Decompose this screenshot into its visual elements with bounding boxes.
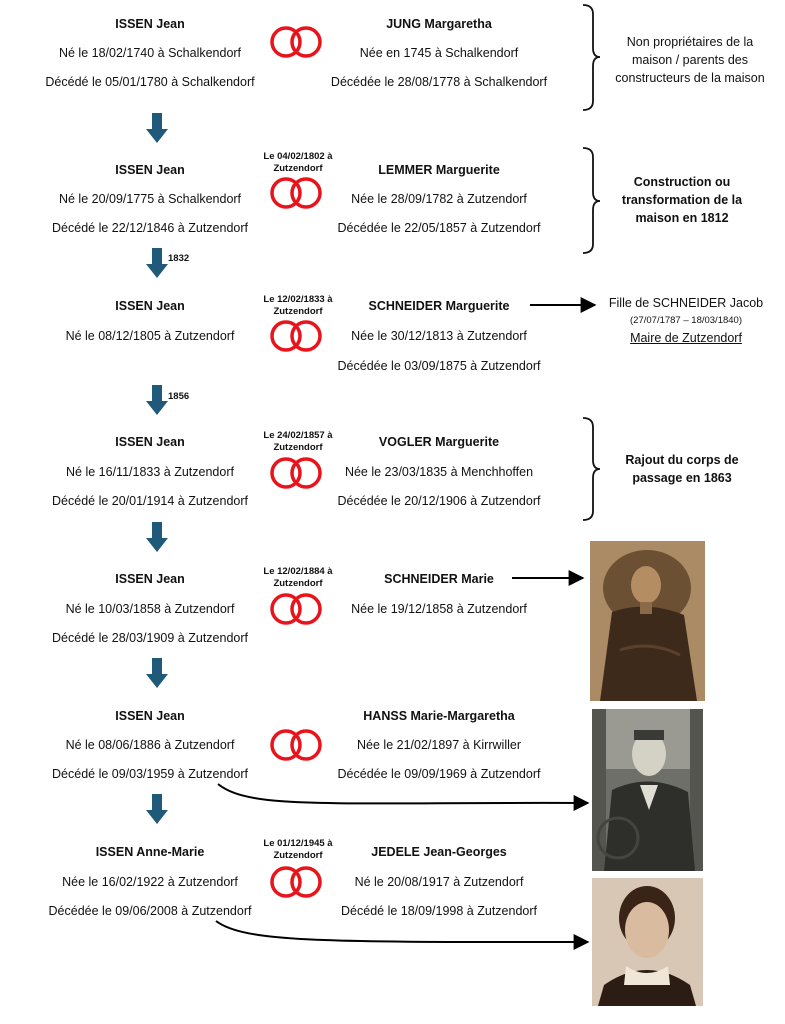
spouse-death: Décédée le 20/12/1906 à Zutzendorf (337, 494, 541, 508)
wedding-rings-icon (272, 28, 320, 56)
down-arrow-icon (146, 248, 168, 278)
wedding-rings-icon (272, 595, 320, 623)
spouse-name: HANSS Marie-Margaretha (363, 709, 515, 723)
portrait-photo-issen-anne-marie (592, 878, 703, 1006)
curved-pointer-arrow (218, 784, 588, 803)
down-arrow-icon (146, 522, 168, 552)
wedding-rings-icon (272, 322, 320, 350)
person-birth: Né le 18/02/1740 à Schalkendorf (58, 46, 242, 60)
person-death: Décédé le 28/03/1909 à Zutzendorf (52, 631, 248, 645)
note-text: Rajout du corps de passage en 1863 (625, 453, 739, 485)
spouse-name: LEMMER Marguerite (378, 163, 500, 177)
down-arrow-icon (146, 794, 168, 824)
spouse-death: Décédée le 03/09/1875 à Zutzendorf (337, 359, 541, 373)
person-death: Décédé le 20/01/1914 à Zutzendorf (52, 494, 248, 508)
marriage-date: Le 04/02/1802 à Zutzendorf (263, 151, 333, 174)
person-birth: Né le 08/06/1886 à Zutzendorf (65, 738, 235, 752)
marriage-date: Le 01/12/1945 à Zutzendorf (263, 838, 333, 861)
arrow-year-label: 1856 (168, 391, 190, 402)
spouse-birth: Née le 30/12/1813 à Zutzendorf (351, 329, 527, 343)
person-name: ISSEN Jean (115, 299, 185, 313)
side-note-line1: Fille de SCHNEIDER Jacob (608, 296, 764, 310)
person-birth: Né le 20/09/1775 à Schalkendorf (58, 192, 242, 206)
spouse-death: Décédé le 18/09/1998 à Zutzendorf (341, 904, 537, 918)
spouse-birth: Née le 19/12/1858 à Zutzendorf (351, 602, 527, 616)
arrow-year-label: 1832 (168, 253, 190, 264)
spouse-name: SCHNEIDER Marie (384, 572, 494, 586)
side-note-dates: (27/07/1787 – 18/03/1840) (630, 315, 742, 326)
marriage-date: Le 12/02/1884 à Zutzendorf (263, 566, 333, 589)
wedding-rings-icon (272, 179, 320, 207)
spouse-birth: Née le 28/09/1782 à Zutzendorf (351, 192, 527, 206)
person-name: ISSEN Jean (115, 435, 185, 449)
person-name: ISSEN Jean (115, 572, 185, 586)
note-text: Non propriétaires de la maison / parents des constructeurs de la maison (615, 35, 765, 85)
marriage-date: Le 12/02/1833 à Zutzendorf (263, 294, 333, 317)
person-death: Décédée le 09/06/2008 à Zutzendorf (48, 904, 252, 918)
person-birth: Né le 10/03/1858 à Zutzendorf (65, 602, 235, 616)
down-arrow-icon (146, 658, 168, 688)
wedding-rings-icon (272, 868, 320, 896)
spouse-death: Décédée le 22/05/1857 à Zutzendorf (337, 221, 541, 235)
spouse-birth: Né le 20/08/1917 à Zutzendorf (354, 875, 524, 889)
person-name: ISSEN Jean (115, 163, 185, 177)
note-text: Construction ou transformation de la maison en 1812 (621, 175, 743, 225)
bracket (583, 418, 600, 520)
wedding-rings-icon (272, 459, 320, 487)
spouse-name: VOGLER Marguerite (378, 435, 500, 449)
person-name: ISSEN Jean (115, 17, 185, 31)
spouse-birth: Née le 23/03/1835 à Menchhoffen (344, 465, 534, 479)
spouse-name: JEDELE Jean-Georges (371, 845, 507, 859)
person-death: Décédé le 05/01/1780 à Schalkendorf (45, 75, 255, 89)
person-death: Décédé le 22/12/1846 à Zutzendorf (52, 221, 248, 235)
portrait-photo-schneider-marie (590, 541, 705, 701)
portrait-photo-issen-jean (592, 709, 703, 871)
down-arrow-icon (146, 113, 168, 143)
spouse-birth: Née le 21/02/1897 à Kirrwiller (357, 738, 521, 752)
person-birth: Né le 16/11/1833 à Zutzendorf (66, 465, 234, 479)
down-arrow-icon (146, 385, 168, 415)
bracket (583, 5, 600, 110)
bracket (583, 148, 600, 253)
marriage-date: Le 24/02/1857 à Zutzendorf (263, 430, 333, 453)
wedding-rings-icon (272, 731, 320, 759)
spouse-name: JUNG Margaretha (386, 17, 492, 31)
spouse-death: Décédée le 28/08/1778 à Schalkendorf (330, 75, 548, 89)
spouse-birth: Née en 1745 à Schalkendorf (359, 46, 519, 60)
spouse-death: Décédée le 09/09/1969 à Zutzendorf (337, 767, 541, 781)
person-name: ISSEN Anne-Marie (95, 845, 205, 859)
spouse-name: SCHNEIDER Marguerite (368, 299, 510, 313)
side-note-title: Maire de Zutzendorf (630, 331, 742, 345)
person-death: Décédé le 09/03/1959 à Zutzendorf (52, 767, 248, 781)
person-birth: Né le 08/12/1805 à Zutzendorf (65, 329, 235, 343)
curved-pointer-arrow (216, 921, 588, 942)
person-birth: Née le 16/02/1922 à Zutzendorf (62, 875, 238, 889)
person-name: ISSEN Jean (115, 709, 185, 723)
